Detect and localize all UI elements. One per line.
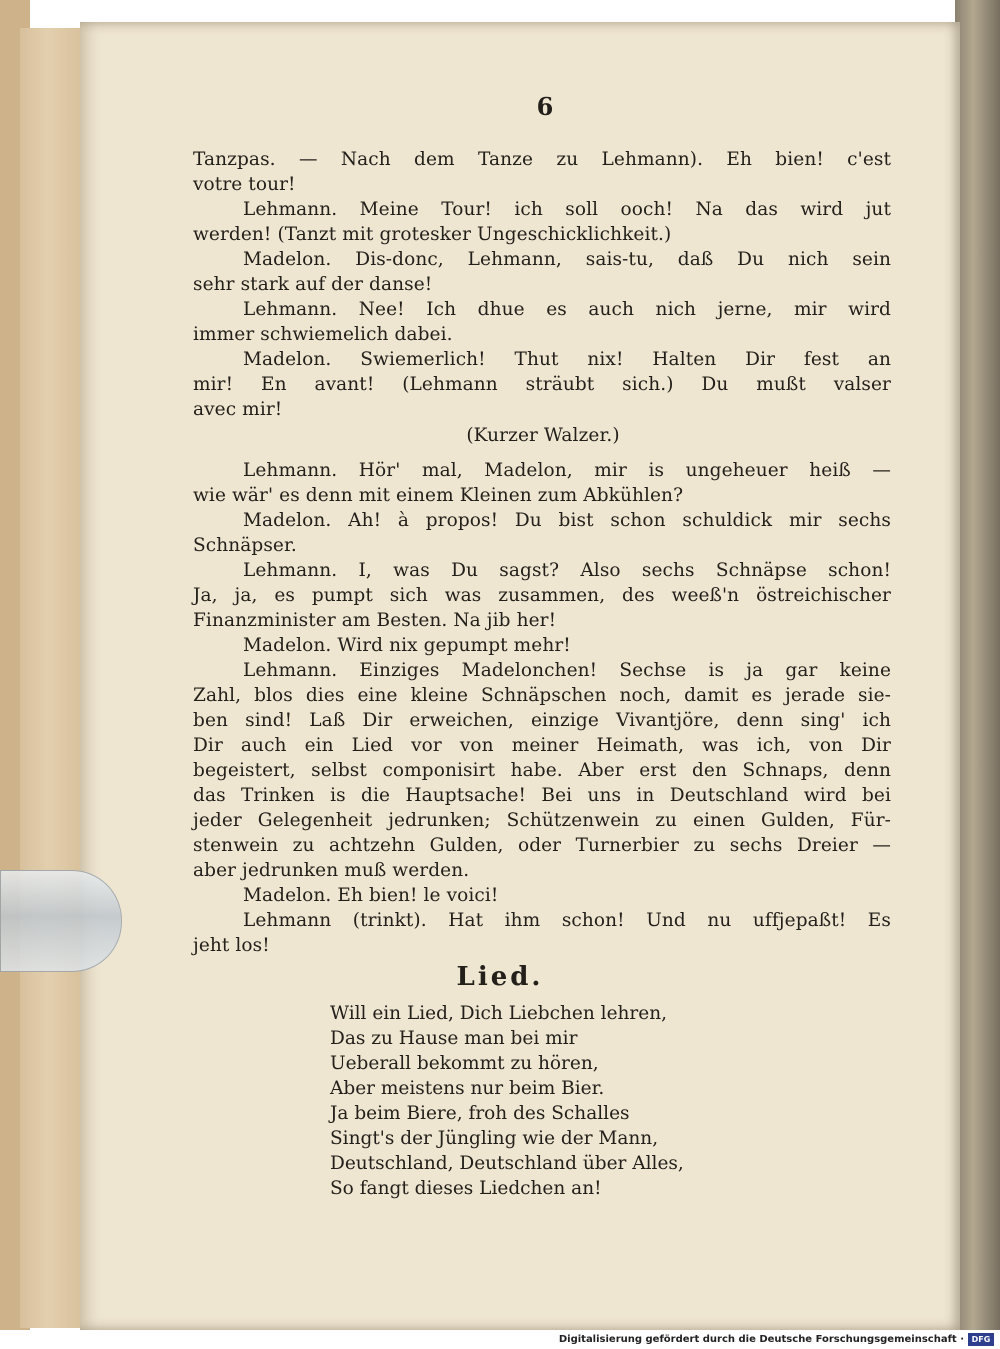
verse-line: Ueberall bekommt zu hören, xyxy=(330,1053,599,1074)
text-line: jeder Gelegenheit jedrunken; Schützenwein zu einen Gulden, Für- xyxy=(193,810,891,831)
text-line: Lehmann. Hör' mal, Madelon, mir is ungeheuer heiß — xyxy=(243,460,891,481)
text-line: ben sind! Laß Dir erweichen, einzige Vivantjöre, denn sing' ich xyxy=(193,710,891,731)
text-line: Madelon. Swiemerlich! Thut nix! Halten Dir fest an xyxy=(243,349,891,370)
text-line: stenwein zu achtzehn Gulden, oder Turnerbier zu sechs Dreier — xyxy=(193,835,891,856)
text-line: Madelon. Wird nix gepumpt mehr! xyxy=(243,635,571,656)
verse-line: Will ein Lied, Dich Liebchen lehren, xyxy=(330,1003,668,1024)
text-line: Lehmann. Einziges Madelonchen! Sechse is ja gar keine xyxy=(243,660,891,681)
text-line: werden! (Tanzt mit grotesker Ungeschicklichkeit.) xyxy=(193,224,672,245)
text-line: Lehmann. Meine Tour! ich soll ooch! Na das wird jut xyxy=(243,199,891,220)
verse-line: Deutschland, Deutschland über Alles, xyxy=(330,1153,684,1174)
song-heading: Lied. xyxy=(456,962,544,992)
text-line: Dir auch ein Lied vor von meiner Heimath, was ich, von Dir xyxy=(193,735,891,756)
text-line: mir! En avant! (Lehmann sträubt sich.) Du mußt valser xyxy=(193,374,891,395)
text-line: jeht los! xyxy=(193,935,270,956)
text-line: wie wär' es denn mit einem Kleinen zum Abkühlen? xyxy=(193,485,684,506)
verse-line: Singt's der Jüngling wie der Mann, xyxy=(330,1128,659,1149)
verse-line: So fangt dieses Liedchen an! xyxy=(330,1178,602,1199)
verse-line: Aber meistens nur beim Bier. xyxy=(330,1078,605,1099)
verse-line: Das zu Hause man bei mir xyxy=(330,1028,578,1049)
text-line: avec mir! xyxy=(193,399,283,420)
text-line: Lehmann. Nee! Ich dhue es auch nich jerne, mir wird xyxy=(243,299,891,320)
text-line: aber jedrunken muß werden. xyxy=(193,860,470,881)
text-line: sehr stark auf der danse! xyxy=(193,274,433,295)
text-line: Madelon. Dis-donc, Lehmann, sais-tu, daß Du nich sein xyxy=(243,249,891,270)
footer-credit: Digitalisierung gefördert durch die Deutsche Forschungsgemeinschaft · xyxy=(558,1334,964,1345)
text-line: Lehmann. I, was Du sagst? Also sechs Schnäpse schon! xyxy=(243,560,891,581)
text-line: Ja, ja, es pumpt sich was zusammen, des weeß'n östreichischer xyxy=(193,585,891,606)
stage-direction: (Kurzer Walzer.) xyxy=(466,425,620,446)
text-line: Schnäpser. xyxy=(193,535,297,556)
text-line: das Trinken is die Hauptsache! Bei uns in Deutschland wird bei xyxy=(193,785,891,806)
text-line: Zahl, blos dies eine kleine Schnäpschen noch, damit es jerade sie- xyxy=(193,685,891,706)
text-line: Tanzpas. — Nach dem Tanze zu Lehmann). Eh bien! c'est xyxy=(193,149,891,170)
text-line: Madelon. Ah! à propos! Du bist schon schuldick mir sechs xyxy=(243,510,891,531)
book-right-edge xyxy=(955,0,1000,1330)
text-line: Finanzminister am Besten. Na jib her! xyxy=(193,610,557,631)
text-line: immer schwiemelich dabei. xyxy=(193,324,453,345)
dfg-logo: DFG xyxy=(968,1333,994,1346)
text-line: Lehmann (trinkt). Hat ihm schon! Und nu uffjepaßt! Es xyxy=(243,910,891,931)
text-line: Madelon. Eh bien! le voici! xyxy=(243,885,499,906)
page-clip xyxy=(0,870,122,972)
page-number: 6 xyxy=(536,92,554,121)
verse-line: Ja beim Biere, froh des Schalles xyxy=(330,1103,630,1124)
text-line: votre tour! xyxy=(193,174,296,195)
text-line: begeistert, selbst componisirt habe. Aber erst den Schnaps, denn xyxy=(193,760,891,781)
